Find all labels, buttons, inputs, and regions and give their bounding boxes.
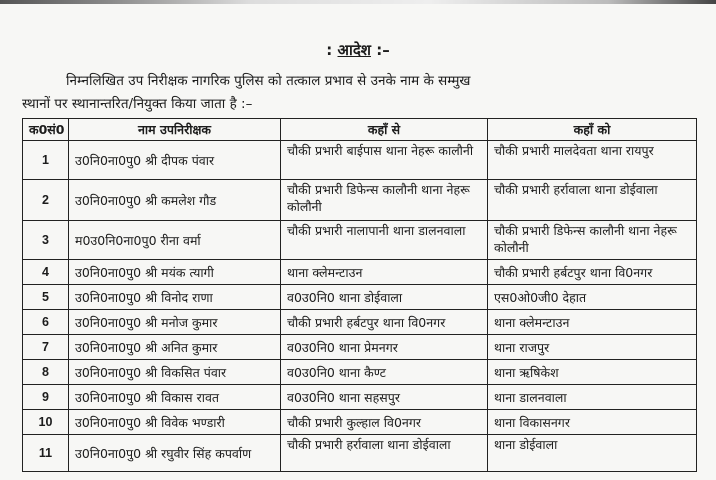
intro-paragraph bbox=[22, 70, 702, 116]
cell-from: व0उ0नि0 थाना सहसपुर bbox=[281, 385, 488, 410]
cell-name: उ0नि0ना0पु0 श्री विवेक भण्डारी bbox=[69, 410, 281, 435]
cell-serial: 6 bbox=[23, 310, 69, 335]
table-row bbox=[23, 285, 697, 310]
table-row bbox=[23, 435, 697, 472]
cell-name: उ0नि0ना0पु0 श्री मयंक त्यागी bbox=[69, 260, 281, 285]
title-suffix: :– bbox=[371, 41, 390, 59]
cell-name: उ0नि0ना0पु0 श्री विकसित पंवार bbox=[69, 360, 281, 385]
cell-to: चौकी प्रभारी हर्बटपुर थाना वि0नगर bbox=[488, 260, 697, 285]
cell-serial: 10 bbox=[23, 410, 69, 435]
cell-to: थाना ऋषिकेश bbox=[488, 360, 697, 385]
cell-from: व0उ0नि0 थाना प्रेमनगर bbox=[281, 335, 488, 360]
transfer-table bbox=[22, 118, 697, 472]
header-serial: क0सं0 bbox=[23, 119, 69, 141]
cell-to: थाना विकासनगर bbox=[488, 410, 697, 435]
page-top-edge bbox=[0, 0, 716, 4]
table-row bbox=[23, 260, 697, 285]
cell-from: चौकी प्रभारी कुल्हाल वि0नगर bbox=[281, 410, 488, 435]
cell-serial: 3 bbox=[23, 221, 69, 260]
cell-to: थाना क्लेमन्टाउन bbox=[488, 310, 697, 335]
cell-serial: 5 bbox=[23, 285, 69, 310]
cell-name: उ0नि0ना0पु0 श्री रघुवीर सिंह कपर्वाण bbox=[69, 435, 281, 472]
cell-to: चौकी प्रभारी हर्रावाला थाना डोईवाला bbox=[488, 180, 697, 221]
table-header-row bbox=[23, 119, 697, 141]
intro-line-2: स्थानों पर स्थानान्तरित/नियुक्त किया जाता है :– bbox=[22, 96, 253, 112]
cell-from: चौकी प्रभारी बाईपास थाना नेहरू कालौनी bbox=[281, 141, 488, 180]
cell-from: चौकी प्रभारी हर्बटपुर थाना वि0नगर bbox=[281, 310, 488, 335]
cell-from: व0उ0नि0 थाना कैण्ट bbox=[281, 360, 488, 385]
cell-from: चौकी प्रभारी नालापानी थाना डालनवाला bbox=[281, 221, 488, 260]
cell-from: व0उ0नि0 थाना डोईवाला bbox=[281, 285, 488, 310]
cell-serial: 11 bbox=[23, 435, 69, 472]
cell-serial: 8 bbox=[23, 360, 69, 385]
title-prefix: : bbox=[326, 41, 338, 59]
table-row bbox=[23, 180, 697, 221]
cell-name: उ0नि0ना0पु0 श्री मनोज कुमार bbox=[69, 310, 281, 335]
cell-from: थाना क्लेमन्टाउन bbox=[281, 260, 488, 285]
cell-to: एस0ओ0जी0 देहात bbox=[488, 285, 697, 310]
header-name: नाम उपनिरीक्षक bbox=[69, 119, 281, 141]
cell-from: चौकी प्रभारी हर्रावाला थाना डोईवाला bbox=[281, 435, 488, 472]
order-title bbox=[0, 40, 716, 60]
cell-name: उ0नि0ना0पु0 श्री विकास रावत bbox=[69, 385, 281, 410]
header-from: कहाँ से bbox=[281, 119, 488, 141]
cell-to: चौकी प्रभारी डिफेन्स कालौनी थाना नेहरू कोलौनी bbox=[488, 221, 697, 260]
table-row bbox=[23, 360, 697, 385]
header-to: कहाँ को bbox=[488, 119, 697, 141]
cell-name: उ0नि0ना0पु0 श्री विनोद राणा bbox=[69, 285, 281, 310]
cell-to: चौकी प्रभारी मालदेवता थाना रायपुर bbox=[488, 141, 697, 180]
cell-to: थाना डालनवाला bbox=[488, 385, 697, 410]
cell-serial: 1 bbox=[23, 141, 69, 180]
table-row bbox=[23, 221, 697, 260]
cell-name: उ0नि0ना0पु0 श्री दीपक पंवार bbox=[69, 141, 281, 180]
cell-serial: 2 bbox=[23, 180, 69, 221]
cell-serial: 9 bbox=[23, 385, 69, 410]
table-row bbox=[23, 141, 697, 180]
cell-name: उ0नि0ना0पु0 श्री कमलेश गौड bbox=[69, 180, 281, 221]
cell-serial: 7 bbox=[23, 335, 69, 360]
table-row bbox=[23, 385, 697, 410]
cell-to: थाना डोईवाला bbox=[488, 435, 697, 472]
table-row bbox=[23, 410, 697, 435]
cell-from: चौकी प्रभारी डिफेन्स कालौनी थाना नेहरू कोलौनी bbox=[281, 180, 488, 221]
table-row bbox=[23, 310, 697, 335]
title-text: आदेश bbox=[337, 41, 371, 59]
cell-name: उ0नि0ना0पु0 श्री अनित कुमार bbox=[69, 335, 281, 360]
intro-line-1: निम्नलिखित उप निरीक्षक नागरिक पुलिस को तत्काल प्रभाव से उनके नाम के सम्मुख bbox=[66, 73, 471, 89]
cell-name: म0उ0नि0ना0पु0 रीना वर्मा bbox=[69, 221, 281, 260]
table-row bbox=[23, 335, 697, 360]
cell-serial: 4 bbox=[23, 260, 69, 285]
cell-to: थाना राजपुर bbox=[488, 335, 697, 360]
